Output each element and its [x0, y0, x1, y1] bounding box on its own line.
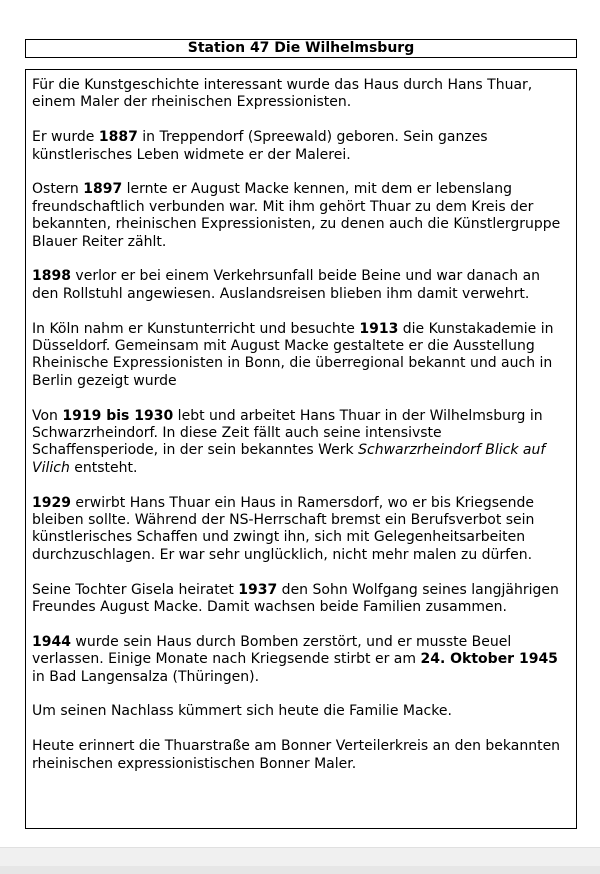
- bold-text: 1919 bis 1930: [62, 407, 174, 424]
- bold-text: 24. Oktober 1945: [420, 651, 558, 668]
- text-run: Heute erinnert die Thuarstraße am Bonner Verteilerkreis an den bekannten rheinischen expressionistischen Bonner Maler.: [32, 738, 561, 772]
- text-run: erwirbt Hans Thuar ein Haus in Ramersdorf, wo er bis Kriegsende bleiben sollte. Während der NS-Herrschaft bremst ein Berufsverbot sein künstlerisches Schaffen und zwingt ihn, sich mit Gelegenheitsarbeiten durchzuschlagen. Er war sehr unglücklich, nicht mehr malen zu dürfen.: [32, 494, 535, 563]
- text-run: verlor er bei einem Verkehrsunfall beide Beine und war danach an den Rollstuhl angewiesen. Auslandsreisen blieben ihm damit verwehrt.: [32, 268, 541, 302]
- paragraph-1: [32, 77, 570, 112]
- text-run: Für die Kunstgeschichte interessant wurde das Haus durch Hans Thuar, einem Maler der rheinischen Expressionisten.: [32, 77, 533, 111]
- content-box: [25, 69, 577, 829]
- paragraph-11: [32, 738, 570, 773]
- text-run: Seine Tochter Gisela heiratet: [32, 581, 239, 598]
- bold-text: 1913: [359, 320, 399, 337]
- text-run: in Bad Langensalza (Thüringen).: [32, 668, 260, 685]
- paragraph-7: [32, 495, 570, 565]
- paragraph-8: [32, 582, 570, 617]
- text-run: Ostern: [32, 181, 84, 198]
- text-run: Von: [32, 407, 63, 424]
- paragraph-10: [32, 703, 570, 720]
- text-run: Um seinen Nachlass kümmert sich heute die Familie Macke.: [32, 703, 452, 720]
- text-run: lebt und arbeitet Hans Thuar in der Wilhelmsburg in Schwarzrheindorf. In diese Zeit fällt auch seine intensivste Schaffensperiode, in der sein bekanntes Werk: [32, 407, 543, 459]
- italic-text: Schwarzrheindorf Blick auf Vilich: [32, 442, 546, 476]
- bold-text: 1897: [83, 181, 123, 198]
- bold-text: 1944: [32, 633, 71, 650]
- page-title: Station 47 Die Wilhelmsburg: [25, 39, 577, 58]
- text-run: In Köln nahm er Kunstunterricht und besuchte: [32, 320, 360, 337]
- paragraph-9: [32, 634, 570, 686]
- paragraph-5: [32, 321, 570, 391]
- text-run: wurde sein Haus durch Bomben zerstört, und er musste Beuel verlassen. Einige Monate nach Kriegsende stirbt er am: [32, 633, 512, 668]
- bottom-scroll-area: [0, 847, 600, 874]
- bold-text: 1929: [32, 494, 71, 511]
- text-run: in Treppendorf (Spreewald) geboren. Sein ganzes künstlerisches Leben widmete er der Malerei.: [32, 129, 488, 163]
- paragraph-4: [32, 268, 570, 303]
- paragraph-3: [32, 181, 570, 251]
- bold-text: 1887: [98, 129, 138, 146]
- text-run: entsteht.: [69, 459, 138, 476]
- text-run: Er wurde: [32, 129, 99, 146]
- text-run: den Sohn Wolfgang seines langjährigen Freundes August Macke. Damit wachsen beide Familien zusammen.: [32, 581, 559, 616]
- bold-text: 1898: [32, 268, 71, 285]
- paragraph-6: [32, 408, 570, 478]
- paragraph-2: [32, 129, 570, 164]
- bold-text: 1937: [238, 581, 278, 598]
- text-run: die Kunstakademie in Düsseldorf. Gemeinsam mit August Macke gestaltete er die Ausstellung Rheinische Expressionisten in Bonn, die überregional bekannt und auch in Berlin gezeigt wurde: [32, 320, 554, 389]
- content-body: [26, 70, 576, 773]
- text-run: lernte er August Macke kennen, mit dem er lebenslang freundschaftlich verbunden war. Mit ihm gehört Thuar zu dem Kreis der bekannten, rheinischen Expressionisten, zu denen auch die Künstlergruppe Blauer Reiter zählt.: [32, 181, 561, 250]
